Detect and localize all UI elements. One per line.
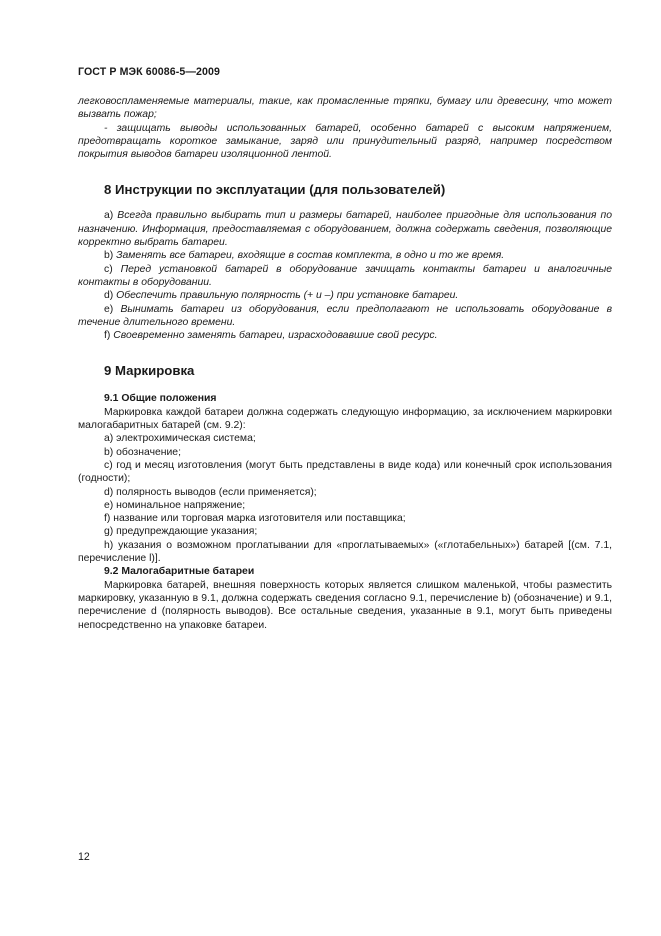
list-item: b) обозначение; xyxy=(104,446,181,458)
continuation-paragraph: - защищать выводы использованных батарей, особенно батарей с высоким напряжением, предотвращать короткое замыкание, заряд или принудительный разряд, например посредством покрытия выводов батареи изоляционной лентой. xyxy=(78,122,612,161)
section-8-title: 8 Инструкции по эксплуатации (для пользователей) xyxy=(104,182,446,198)
subsection-intro: Маркировка каждой батареи должна содержать следующую информацию, за исключением маркировки малогабаритных батарей (см. 9.2): xyxy=(78,406,612,432)
item-marker: e) xyxy=(104,303,114,315)
page-number: 12 xyxy=(78,851,90,863)
item-marker: c) xyxy=(104,263,113,275)
list-item xyxy=(78,289,612,302)
list-item: d) полярность выводов (если применяется); xyxy=(104,486,317,498)
item-text: Заменять все батареи, входящие в состав комплекта, в одно и то же время. xyxy=(116,250,505,262)
list-item xyxy=(78,329,612,342)
section-9-title: 9 Маркировка xyxy=(104,363,195,379)
item-text: Перед установкой батарей в оборудование зачищать контакты батареи и аналогичные контакты в оборудовании. xyxy=(78,263,613,288)
list-item: c) год и месяц изготовления (могут быть представлены в виде кода) или конечный срок использования (годности); xyxy=(78,459,612,485)
list-item xyxy=(78,249,612,262)
list-item: e) номинальное напряжение; xyxy=(104,499,246,511)
item-marker: b) xyxy=(104,250,114,262)
list-item xyxy=(78,303,612,330)
document-header: ГОСТ Р МЭК 60086-5—2009 xyxy=(78,66,221,78)
list-item: g) предупреждающие указания; xyxy=(104,526,258,538)
item-text: Обеспечить правильную полярность (+ и –) при установке батареи. xyxy=(116,290,459,302)
item-marker: d) xyxy=(104,290,114,302)
list-item: h) указания о возможном проглатывании для «проглатываемых» («глотабельных») батарей [(см. 7.1, перечисление l)]. xyxy=(78,539,612,565)
item-marker: f) xyxy=(104,330,111,342)
subsection-9-1-title: 9.1 Общие положения xyxy=(104,393,217,405)
item-text: Вынимать батареи из оборудования, если предполагают не использовать оборудование в течение длительного времени. xyxy=(78,303,612,328)
continuation-paragraph: легковоспламеняемые материалы, такие, как промасленные тряпки, бумагу или древесину, что может вызвать пожар; xyxy=(78,96,612,121)
list-item xyxy=(78,263,612,290)
list-item: a) электрохимическая система; xyxy=(104,433,256,445)
item-text: Своевременно заменять батареи, израсходовавшие свой ресурс. xyxy=(113,330,438,342)
subsection-9-2-title: 9.2 Малогабаритные батареи xyxy=(104,566,255,578)
list-item: f) название или торговая марка изготовителя или поставщика; xyxy=(104,513,406,525)
item-text: Всегда правильно выбирать тип и размеры батарей, наиболее пригодные для использования по назначению. Информация, предоставляемая с оборудованием, должна содержать сведения, позволяющие корректно выбрать батареи. xyxy=(78,210,613,249)
page-content xyxy=(78,95,612,632)
list-item xyxy=(78,209,612,249)
subsection-text: Маркировка батарей, внешняя поверхность которых является слишком маленькой, чтобы разместить маркировку, указанную в 9.1, должна содержать сведения согласно 9.1, перечисление b) (обозначение) и 9.1, перечисление d (полярность выводов). Все остальные сведения, указанные в 9.1, могут быть приведены непосредственно на упаковке батареи. xyxy=(78,579,612,631)
item-marker: a) xyxy=(104,210,114,222)
